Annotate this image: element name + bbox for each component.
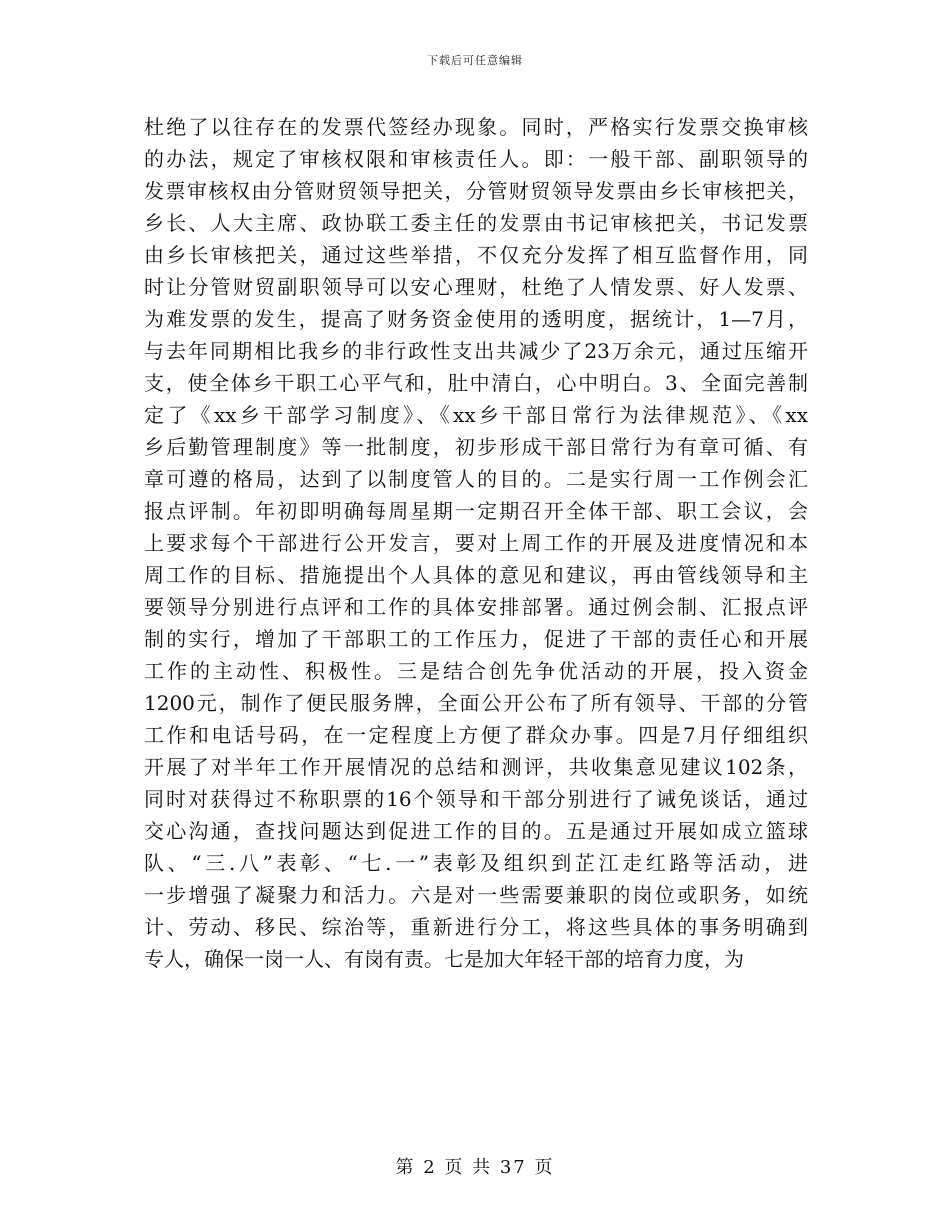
text-line: 由乡长审核把关，通过这些举措，不仅充分发挥了相互监督作用，同 xyxy=(144,243,808,267)
text-line: 定了《xx乡干部学习制度》、《xx乡干部日常行为法律规范》、《xx xyxy=(144,403,808,427)
text-line: 与去年同期相比我乡的非行政性支出共减少了23万余元，通过压缩开 xyxy=(144,339,808,363)
text-line: 章可遵的格局，达到了以制度管人的目的。二是实行周一工作例会汇 xyxy=(144,467,808,491)
text-line: 专人，确保一岗一人、有岗有责。七是加大年轻干部的培育力度，为 xyxy=(144,947,744,971)
text-line: 工作和电话号码，在一定程度上方便了群众办事。四是7月仔细组织 xyxy=(144,723,808,747)
text-line: 周工作的目标、措施提出个人具体的意见和建议，再由管线领导和主 xyxy=(144,563,808,587)
text-line: 支，使全体乡干职工心平气和，肚中清白，心中明白。3、全面完善制 xyxy=(144,371,808,395)
text-line: 乡后勤管理制度》等一批制度，初步形成干部日常行为有章可循、有 xyxy=(144,435,808,459)
document-body xyxy=(144,111,808,975)
text-line: 时让分管财贸副职领导可以安心理财，杜绝了人情发票、好人发票、 xyxy=(144,275,808,299)
text-line: 报点评制。年初即明确每周星期一定期召开全体干部、职工会议，会 xyxy=(144,499,808,523)
text-line: 上要求每个干部进行公开发言，要对上周工作的开展及进度情况和本 xyxy=(144,531,808,555)
page-header-note: 下载后可任意编辑 xyxy=(427,54,523,67)
text-line: 乡长、人大主席、政协联工委主任的发票由书记审核把关，书记发票 xyxy=(144,211,808,235)
text-line: 计、劳动、移民、综治等，重新进行分工，将这些具体的事务明确到 xyxy=(144,915,808,939)
page-number-footer: 第 2 页 共 37 页 xyxy=(395,1157,555,1178)
text-line: 开展了对半年工作开展情况的总结和测评，共收集意见建议102条， xyxy=(144,755,808,779)
text-line: 交心沟通，查找问题达到促进工作的目的。五是通过开展如成立篮球 xyxy=(144,819,808,843)
text-line: 杜绝了以往存在的发票代签经办现象。同时，严格实行发票交换审核 xyxy=(144,115,808,139)
text-line: 要领导分别进行点评和工作的具体安排部署。通过例会制、汇报点评 xyxy=(144,595,808,619)
text-line: 1200元，制作了便民服务牌，全面公开公布了所有领导、干部的分管 xyxy=(144,691,808,715)
text-line: 一步增强了凝聚力和活力。六是对一些需要兼职的岗位或职务，如统 xyxy=(144,883,808,907)
text-line: 队、“三.八”表彰、“七.一”表彰及组织到芷江走红路等活动，进 xyxy=(144,851,808,875)
text-line: 发票审核权由分管财贸领导把关，分管财贸领导发票由乡长审核把关， xyxy=(144,179,808,203)
text-line: 同时对获得过不称职票的16个领导和干部分别进行了诫免谈话，通过 xyxy=(144,787,808,811)
text-line: 制的实行，增加了干部职工的工作压力，促进了干部的责任心和开展 xyxy=(144,627,808,651)
text-line: 为难发票的发生，提高了财务资金使用的透明度，据统计，1—7月， xyxy=(144,307,808,331)
text-line: 的办法，规定了审核权限和审核责任人。即：一般干部、副职领导的 xyxy=(144,147,808,171)
text-line: 工作的主动性、积极性。三是结合创先争优活动的开展，投入资金 xyxy=(144,659,808,683)
